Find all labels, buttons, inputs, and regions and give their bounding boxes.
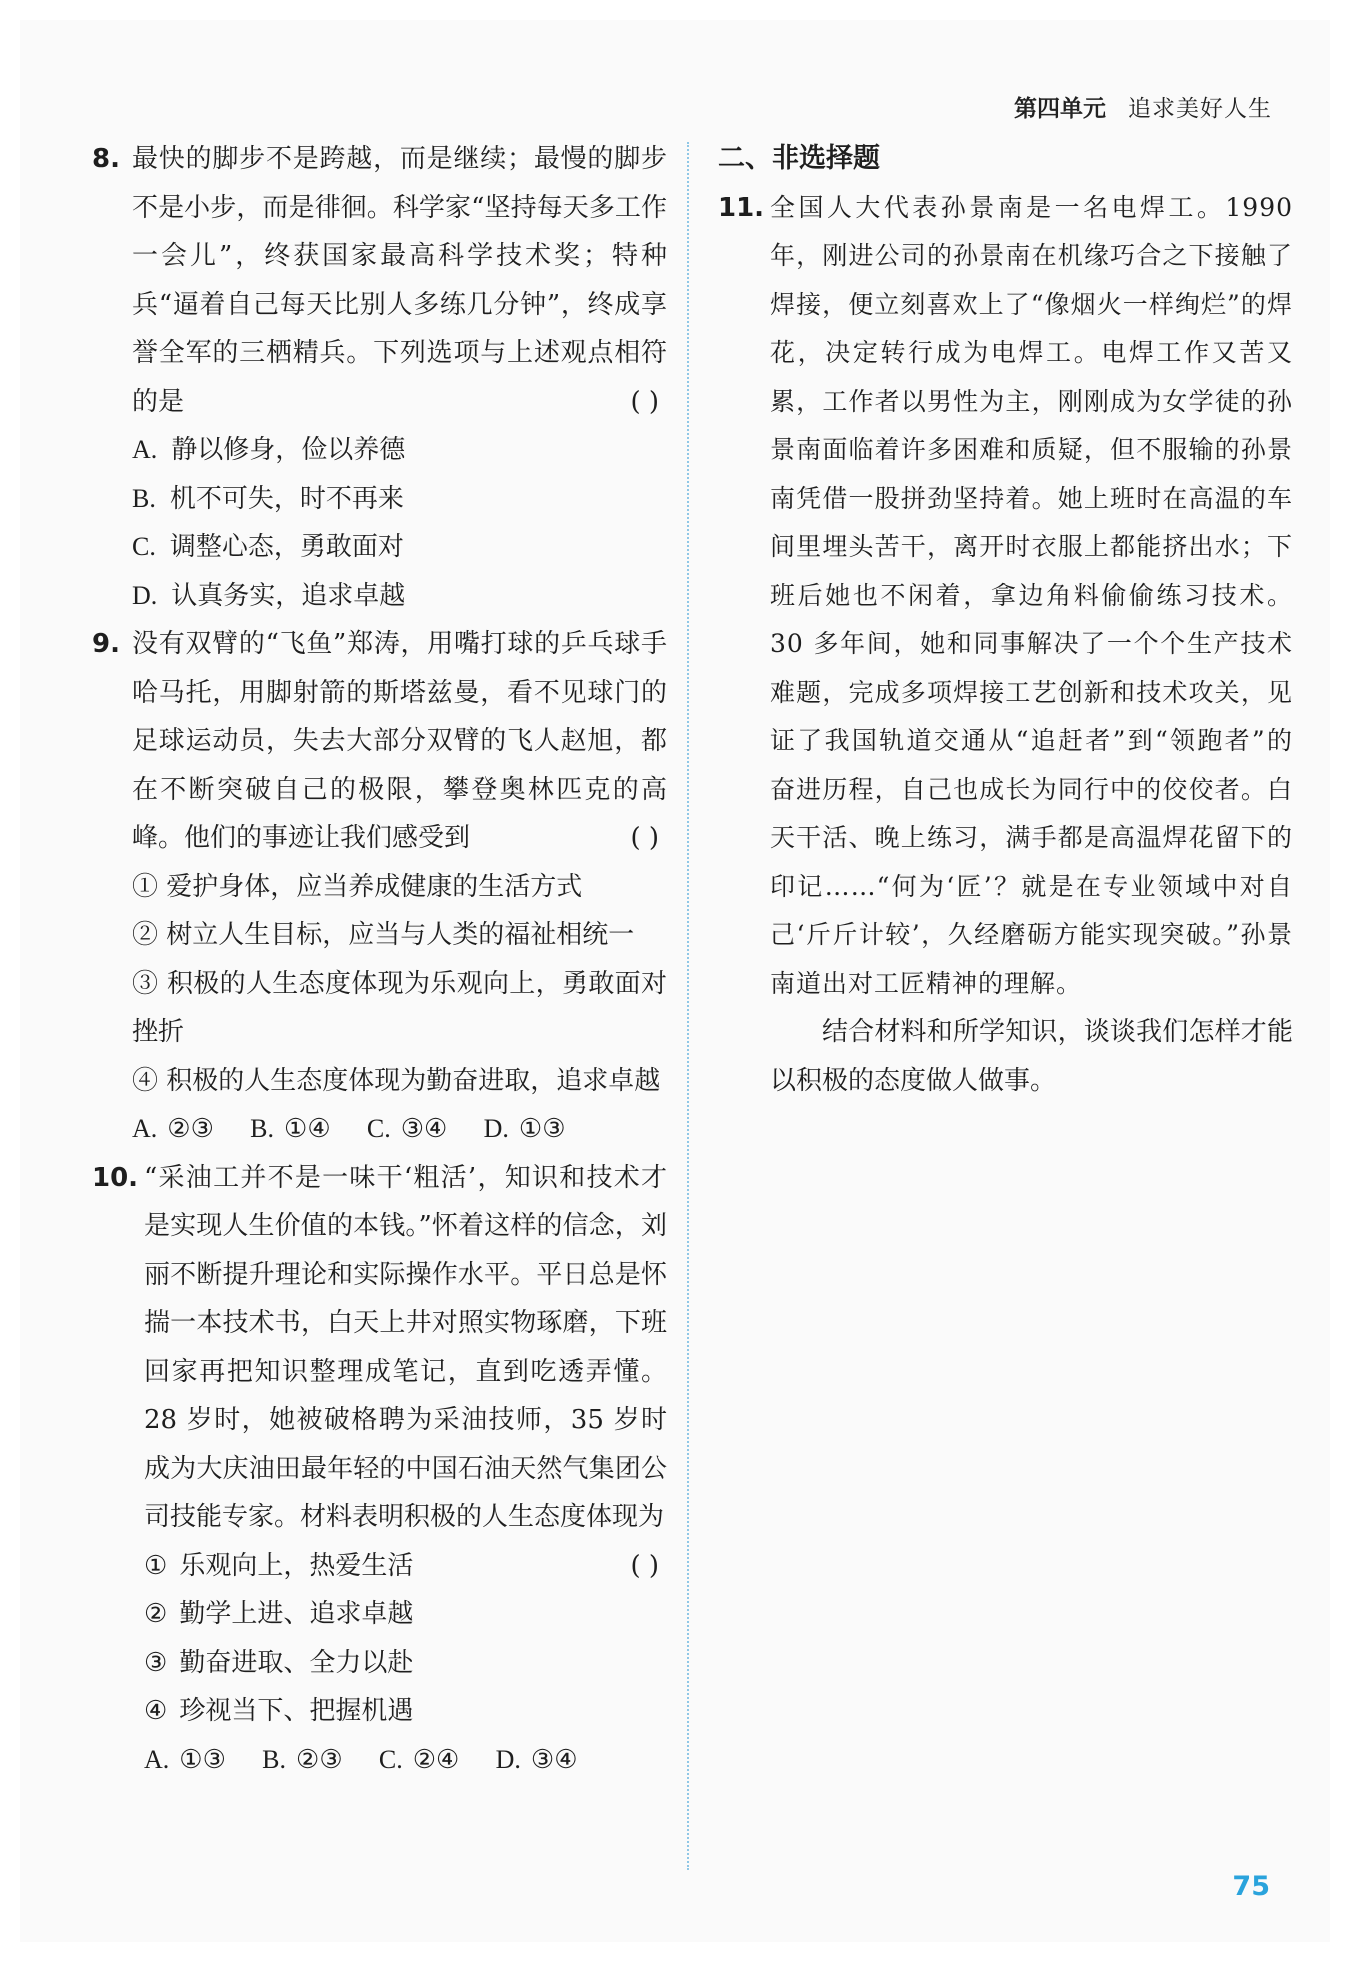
choice-text: ③④ [400,1114,448,1144]
question-material: 全国人大代表孙景南是一名电焊工。1990 年，刚进公司的孙景南在机缘巧合之下接触了焊接，便立刻喜欢上了“像烟火一样绚烂”的焊花，决定转行成为电焊工。电焊工作又苦又累，工作者以男性为主，刚刚成为女学徒的孙景南面临着许多困难和质疑，但不服输的孙景南凭借一股拼劲坚持着。她上班时在高温的车间里埋头苦干，离开时衣服上都能挤出水；下班后她也不闲着，拿边角料偷偷练习技术。30 多年间，她和同事解决了一个个生产技术难题，完成多项焊接工艺创新和技术攻关，见证了我国轨道交通从“追赶者”到“领跑者”的奋进历程，自己也成长为同行中的佼佼者。白天干活、晚上练习，满手都是高温焊花留下的印记……“何为‘匠’？就是在专业领域中对自己‘斤斤计较’，久经磨砺方能实现突破。”孙景南道出对工匠精神的理解。 [770,192,1293,998]
option-c [132,523,667,572]
choice-d [484,1105,566,1154]
left-column [92,135,667,1784]
statement-text: 乐观向上，热爱生活 [179,1550,414,1581]
statement-2 [132,911,667,960]
statement-mark: ③ [132,968,159,999]
column-divider [687,142,689,1870]
question-8 [92,135,667,620]
choice-text: ②③ [296,1744,343,1775]
page-header [1014,90,1272,123]
choice-letter: B. [250,1114,275,1143]
answer-blank: ( ) [630,823,659,853]
statement-text: 积极的人生态度体现为乐观向上，勇敢面对挫折 [132,968,667,1047]
choice-c [367,1105,447,1154]
statement-text: 爱护身体，应当养成健康的生活方式 [166,871,583,902]
choice-b [250,1105,330,1154]
question-number: 9. [92,629,120,659]
option-text: 机不可失，时不再来 [169,483,404,514]
statement-text: 勤学上进、追求卓越 [179,1599,414,1629]
statement-mark: ① [144,1550,168,1581]
statement-mark: ④ [132,1065,159,1096]
right-column [718,135,1293,1105]
option-letter: B. [132,483,156,513]
option-d [132,572,667,621]
question-10 [92,1154,667,1785]
question-stem-text: 没有双臂的“飞鱼”郑涛，用嘴打球的乒乓球手哈马托，用脚射箭的斯塔兹曼，看不见球门的足球运动员，失去大部分双臂的飞人赵旭，都在不断突破自己的极限，攀登奥林匹克的高峰。他们的事迹让我们感受到 [132,629,667,853]
choice-letter: A. [144,1744,170,1774]
question-task: 结合材料和所学知识，谈谈我们怎样才能以积极的态度做人做事。 [770,1017,1293,1096]
choice-text: ①③ [179,1744,226,1775]
question-11 [718,184,1293,1106]
choice-letter: C. [378,1744,403,1774]
choice-letter: D. [483,1114,509,1143]
option-a [132,426,667,475]
choice-letter: D. [495,1744,521,1774]
section-title: 二、非选择题 [718,143,880,174]
option-letter: C. [132,532,156,561]
statement-text: 勤奋进取、全力以赴 [179,1647,414,1678]
answer-choices [132,1105,667,1154]
option-text: 调整心态，勇敢面对 [169,532,404,562]
statement-text: 积极的人生态度体现为勤奋进取，追求卓越 [166,1065,661,1096]
option-text: 认真务实，追求卓越 [171,580,406,611]
option-letter: D. [132,580,158,610]
option-b [132,475,667,524]
unit-theme: 追求美好人生 [1128,96,1272,122]
statement-mark: ② [144,1599,168,1629]
choice-b [262,1736,342,1785]
question-number: 10. [92,1162,139,1193]
answer-blank: ( ) [630,386,659,417]
choice-letter: C. [366,1114,391,1143]
statement-text: 树立人生目标，应当与人类的福祉相统一 [166,920,635,950]
choice-c [379,1736,459,1785]
statement-1 [132,863,667,912]
statement-mark: ④ [144,1696,168,1726]
statement-4 [132,1057,667,1106]
statement-3 [132,960,667,1057]
page-number: 75 [1232,1871,1270,1902]
answer-blank: ( ) [630,1550,659,1581]
unit-label: 第四单元 [1014,96,1106,122]
choice-a [144,1736,226,1785]
question-stem [132,135,667,426]
question-number: 11. [718,192,765,223]
statement-4 [144,1687,667,1736]
statement-mark: ② [132,920,159,950]
choice-text: ①④ [284,1114,331,1144]
choice-letter: B. [262,1744,287,1774]
statement-mark: ① [132,871,159,902]
question-stem-text: “采油工并不是一味干‘粗活’，知识和技术才是实现人生价值的本钱。”怀着这样的信念，刘丽不断提升理论和实际操作水平。平日总是怀揣一本技术书，白天上井对照实物琢磨，下班回家再把知识整理成笔记，直到吃透弄懂。28 岁时，她被破格聘为采油技师，35 岁时成为大庆油田最年轻的中国石油天然气集团公司技能专家。材料表明积极的人生态度体现为 [144,1162,667,1532]
question-number: 8. [92,144,120,174]
choice-text: ②④ [412,1744,460,1775]
statement-3 [144,1639,667,1688]
choice-text: ①③ [518,1114,566,1144]
choice-a [132,1105,214,1154]
choice-d [496,1736,578,1785]
statement-2 [144,1590,667,1639]
statement-1 [144,1542,667,1591]
choice-text: ③④ [530,1744,578,1775]
choice-letter: A. [132,1114,158,1143]
choice-text: ②③ [167,1114,214,1144]
question-stem [132,620,667,863]
option-text: 静以修身，俭以养德 [171,435,406,465]
statement-mark: ③ [144,1647,168,1678]
page [20,20,1330,1942]
answer-choices [144,1736,667,1785]
question-9 [92,620,667,1154]
question-stem-text: 最快的脚步不是跨越，而是继续；最慢的脚步不是小步，而是徘徊。科学家“坚持每天多工作一会儿”，终获国家最高科学技术奖；特种兵“逼着自己每天比别人多练几分钟”，终成享誉全军的三栖精兵。下列选项与上述观点相符的是 [132,144,667,417]
option-letter: A. [132,435,158,464]
statement-text: 珍视当下、把握机遇 [179,1696,414,1726]
